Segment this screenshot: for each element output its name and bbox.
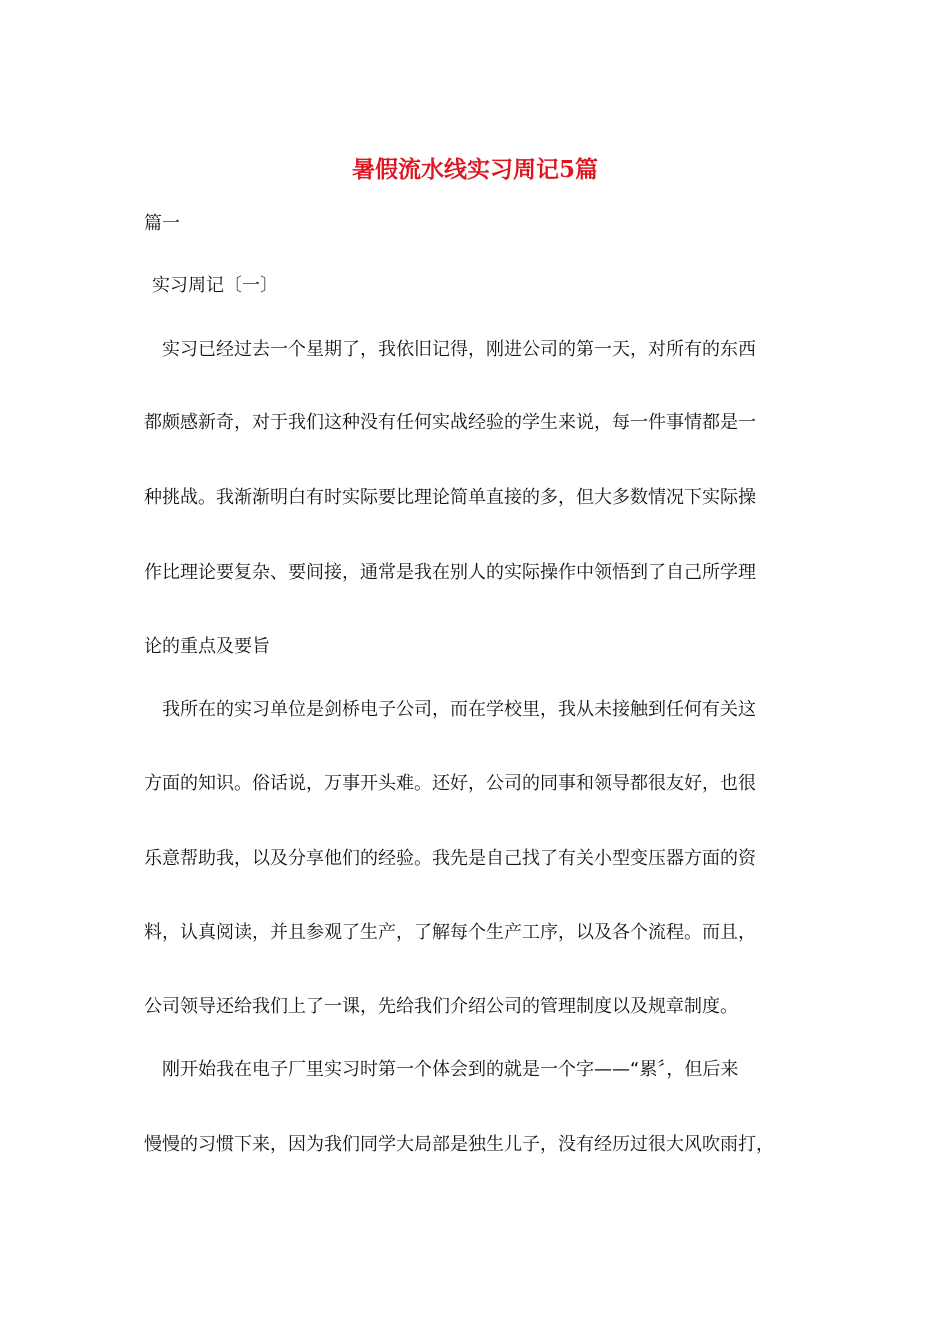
paragraph-line: 方面的知识。俗话说，万事开头难。还好，公司的同事和领导都很友好，也很	[144, 773, 756, 794]
paragraph-line: 刚开始我在电子厂里实习时第一个体会到的就是一个字——“累〞，但后来	[162, 1059, 739, 1080]
paragraph-line: 论的重点及要旨	[144, 636, 270, 657]
section-heading: 篇一	[144, 213, 180, 234]
document-title: 暑假流水线实习周记5篇	[351, 156, 598, 183]
paragraph-line: 实习已经过去一个星期了，我依旧记得，刚进公司的第一天，对所有的东西	[162, 339, 756, 360]
paragraph-line: 都颇感新奇，对于我们这种没有任何实战经验的学生来说，每一件事情都是一	[144, 412, 756, 433]
paragraph-line: 乐意帮助我，以及分享他们的经验。我先是自己找了有关小型变压器方面的资	[144, 848, 756, 869]
paragraph-line: 慢慢的习惯下来，因为我们同学大局部是独生儿子，没有经历过很大风吹雨打，	[144, 1134, 774, 1155]
paragraph-line: 我所在的实习单位是剑桥电子公司，而在学校里，我从未接触到任何有关这	[162, 699, 756, 720]
subheading: 实习周记〔一〕	[152, 275, 278, 296]
paragraph-line: 料，认真阅读，并且参观了生产，了解每个生产工序，以及各个流程。而且，	[144, 922, 756, 943]
paragraph-line: 种挑战。我渐渐明白有时实际要比理论简单直接的多，但大多数情况下实际操	[144, 487, 756, 508]
paragraph-line: 作比理论要复杂、要间接，通常是我在别人的实际操作中领悟到了自己所学理	[144, 562, 756, 583]
paragraph-line: 公司领导还给我们上了一课，先给我们介绍公司的管理制度以及规章制度。	[144, 996, 738, 1017]
